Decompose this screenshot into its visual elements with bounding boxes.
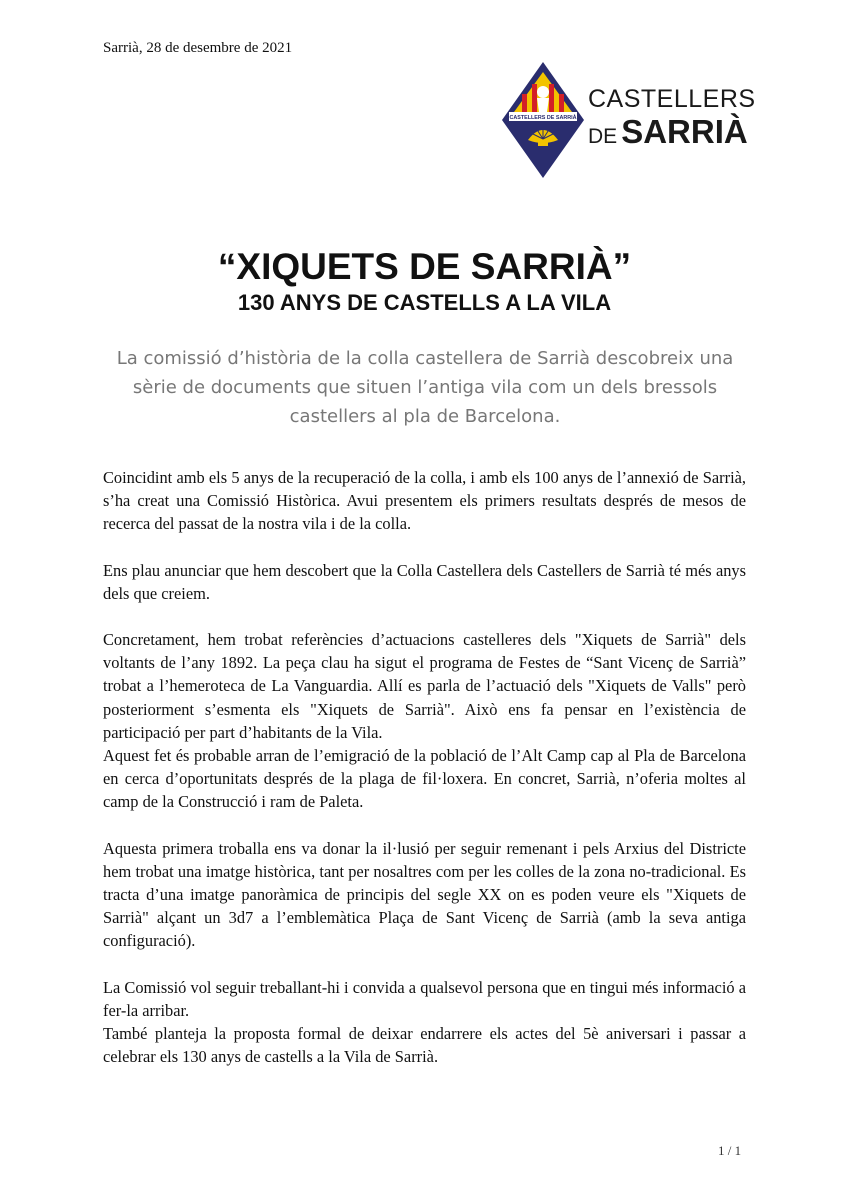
body-paragraph: Ens plau anunciar que hem descobert que la Colla Castellera dels Castellers de Sarrià té més anys dels que creiem. bbox=[103, 560, 746, 603]
body-paragraph: Concretament, hem trobat referències d’actuacions castelleres dels "Xiquets de Sarrià" dels voltants de l’any 1892. La peça clau ha sigut el programa de Festes de “Sant Vicenç de Sarrià” trobat a l’hemeroteca de La Vanguardia. Allí es parla de l’actuació dels "Xiquets de Valls" però posteriorment s’esmenta els "Xiquets de Sarrià". Això ens fa pensar en l’existència de participació per part d’habitants de la Vila. bbox=[103, 630, 746, 742]
document-date: Sarrià, 28 de desembre de 2021 bbox=[103, 40, 293, 56]
castellers-logo bbox=[500, 60, 756, 180]
logo-line-sarria bbox=[588, 115, 756, 148]
body-paragraph: També planteja la proposta formal de deixar endarrere els actes del 5è aniversari i passar a celebrar els 130 anys de castells a la Vila de Sarrià. bbox=[103, 1024, 746, 1067]
lead-paragraph: La comissió d’història de la colla castellera de Sarrià descobreix una sèrie de documents que situen l’antiga vila com un dels bressols castellers al pla de Barcelona. bbox=[116, 348, 734, 427]
document-subtitle: 130 ANYS DE CASTELLS A LA VILA bbox=[237, 290, 612, 315]
castellers-badge-icon bbox=[500, 60, 586, 180]
logo-wordmark bbox=[588, 87, 756, 148]
logo-de: DE bbox=[588, 125, 618, 148]
logo-sarria: SARRIÀ bbox=[621, 113, 748, 150]
page-number: 1 / 1 bbox=[718, 1143, 742, 1158]
body-paragraph: Aquesta primera troballa ens va donar la il·lusió per seguir remenant i pels Arxius del Districte hem trobat una imatge històrica, tant per nosaltres com per les colles de la zona no-tradicional. Es tracta d’una imatge panoràmica de principis del segle XX on es poden veure els "Xiquets de Sarrià" alçant un 3d7 a l’emblemàtica Plaça de Sant Vicenç de Sarrià (amb la seva antiga configuració). bbox=[103, 838, 746, 951]
document-body bbox=[103, 466, 746, 1091]
logo-line-castellers: CASTELLERS bbox=[588, 85, 756, 113]
document-title: “XIQUETS DE SARRIÀ” bbox=[217, 246, 632, 287]
body-paragraph: La Comissió vol seguir treballant-hi i convida a qualsevol persona que en tingui més informació a fer-la arribar. bbox=[103, 977, 746, 1020]
badge-text: CASTELLERS DE SARRIÀ bbox=[509, 115, 577, 121]
body-paragraph: Coincidint amb els 5 anys de la recuperació de la colla, i amb els 100 anys de l’annexió de Sarrià, s’ha creat una Comissió Històrica. Avui presentem els primers resultats després de mesos de recerca del passat de la nostra vila i de la colla. bbox=[103, 468, 746, 534]
body-paragraph: Aquest fet és probable arran de l’emigració de la població de l’Alt Camp cap al Pla de Barcelona en cerca d’oportunitats després de la plaga de fil·loxera. En concret, Sarrià, n’oferia moltes al camp de la Construcció i ram de Paleta. bbox=[103, 746, 746, 812]
